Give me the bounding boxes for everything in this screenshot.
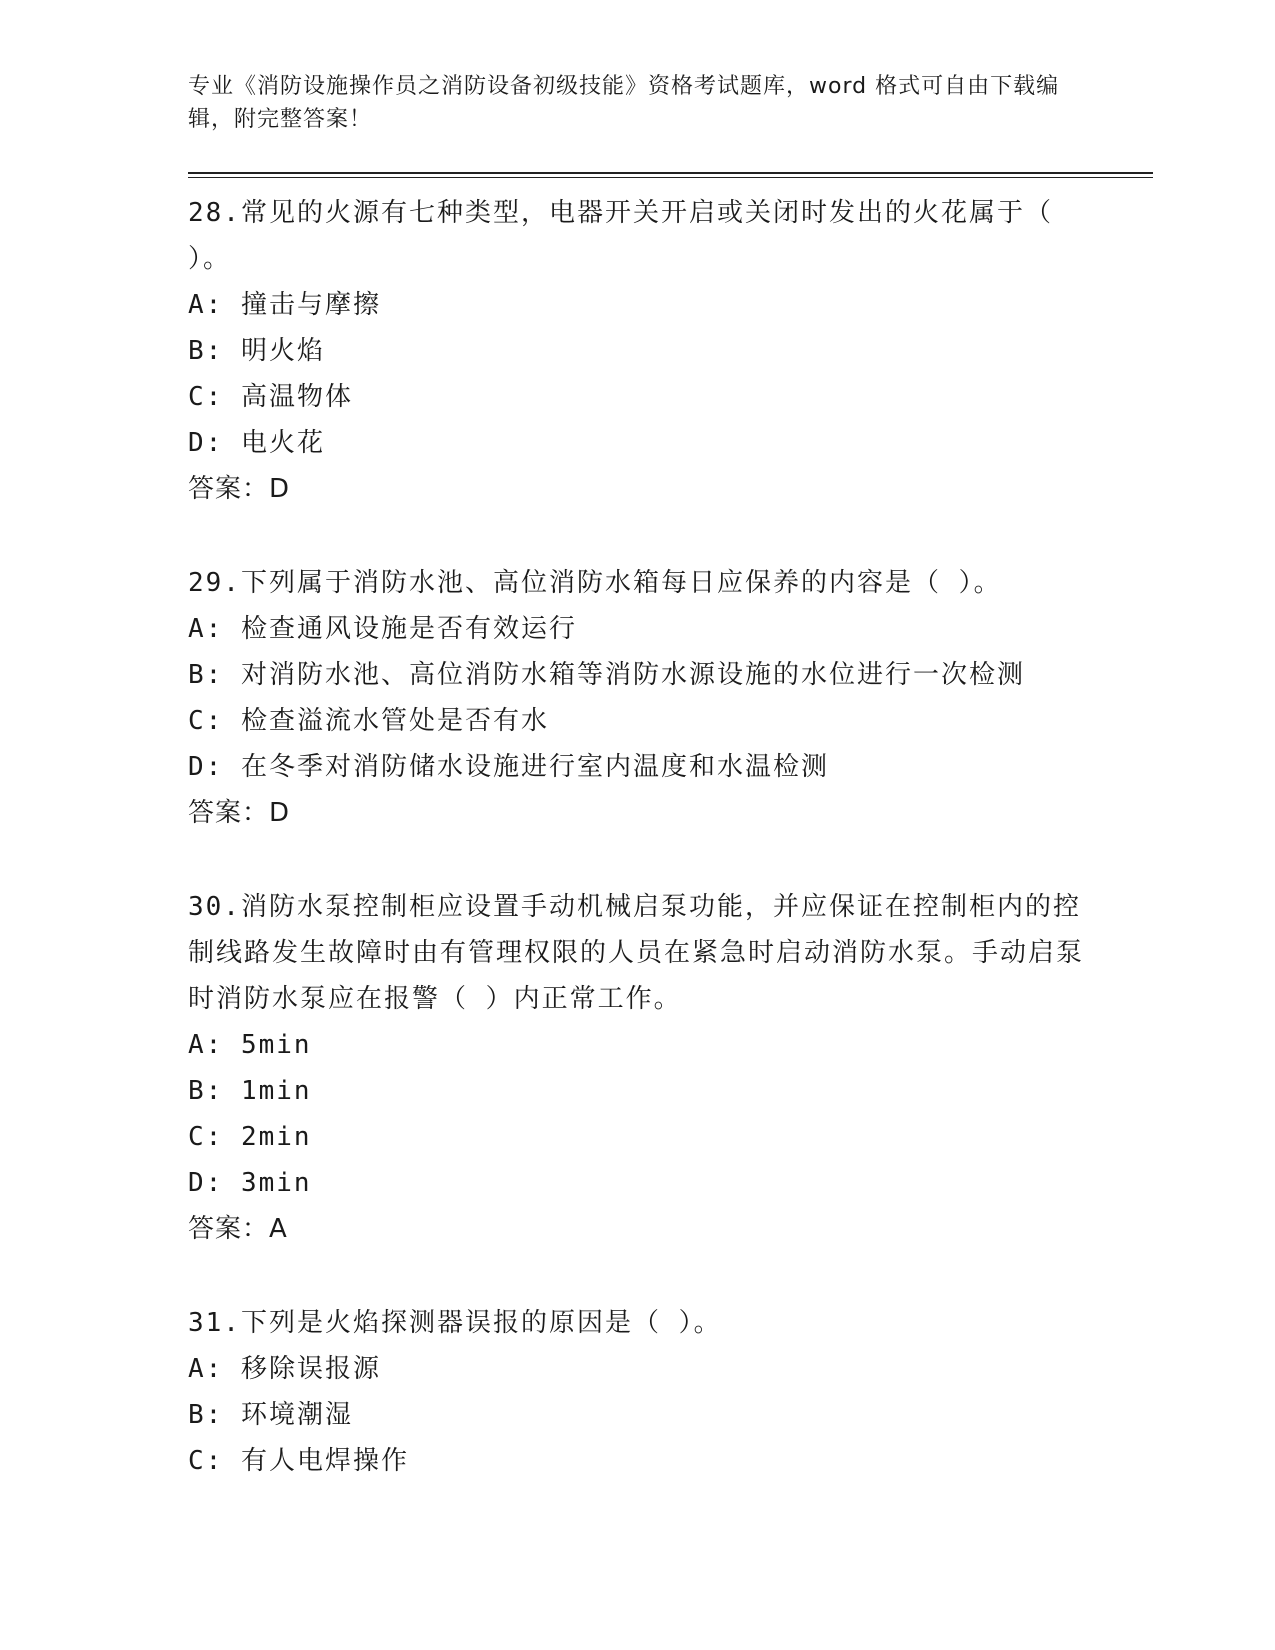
answer: 答案：D [188,474,291,504]
option-b: B: 环境潮湿 [188,1400,353,1430]
header-divider [188,172,1153,178]
option-a: A: 检查通风设施是否有效运行 [188,614,577,644]
option-c: C: 检查溢流水管处是否有水 [188,706,549,736]
document-page [188,70,1153,1484]
option-c: C: 有人电焊操作 [188,1446,409,1476]
option-d: D: 在冬季对消防储水设施进行室内温度和水温检测 [188,752,829,782]
option-b: B: 1min [188,1076,312,1106]
question-stem: 29.下列属于消防水池、高位消防水箱每日应保养的内容是（ ）。 [188,568,1002,598]
answer: 答案：D [188,798,291,828]
option-a: A: 移除误报源 [188,1354,381,1384]
question-30 [188,884,1153,1252]
option-a: A: 撞击与摩擦 [188,290,381,320]
question-28 [188,190,1153,512]
question-31 [188,1300,1153,1484]
question-stem: 28.常见的火源有七种类型，电器开关开启或关闭时发出的火花属于（ ）。 [188,198,1053,274]
option-d: D: 电火花 [188,428,325,458]
answer: 答案：A [188,1214,288,1244]
option-b: B: 明火焰 [188,336,325,366]
option-c: C: 高温物体 [188,382,353,412]
question-29 [188,560,1153,836]
option-b: B: 对消防水池、高位消防水箱等消防水源设施的水位进行一次检测 [188,660,1025,690]
question-stem: 31.下列是火焰探测器误报的原因是（ ）。 [188,1308,722,1338]
document-header: 专业《消防设施操作员之消防设备初级技能》资格考试题库，word 格式可自由下载编辑，附完整答案！ [188,74,1060,132]
option-d: D: 3min [188,1168,312,1198]
question-stem: 30.消防水泵控制柜应设置手动机械启泵功能，并应保证在控制柜内的控制线路发生故障时由有管理权限的人员在紧急时启动消防水泵。手动启泵时消防水泵应在报警（ ）内正常工作。 [188,892,1085,1014]
option-a: A: 5min [188,1030,312,1060]
option-c: C: 2min [188,1122,312,1152]
